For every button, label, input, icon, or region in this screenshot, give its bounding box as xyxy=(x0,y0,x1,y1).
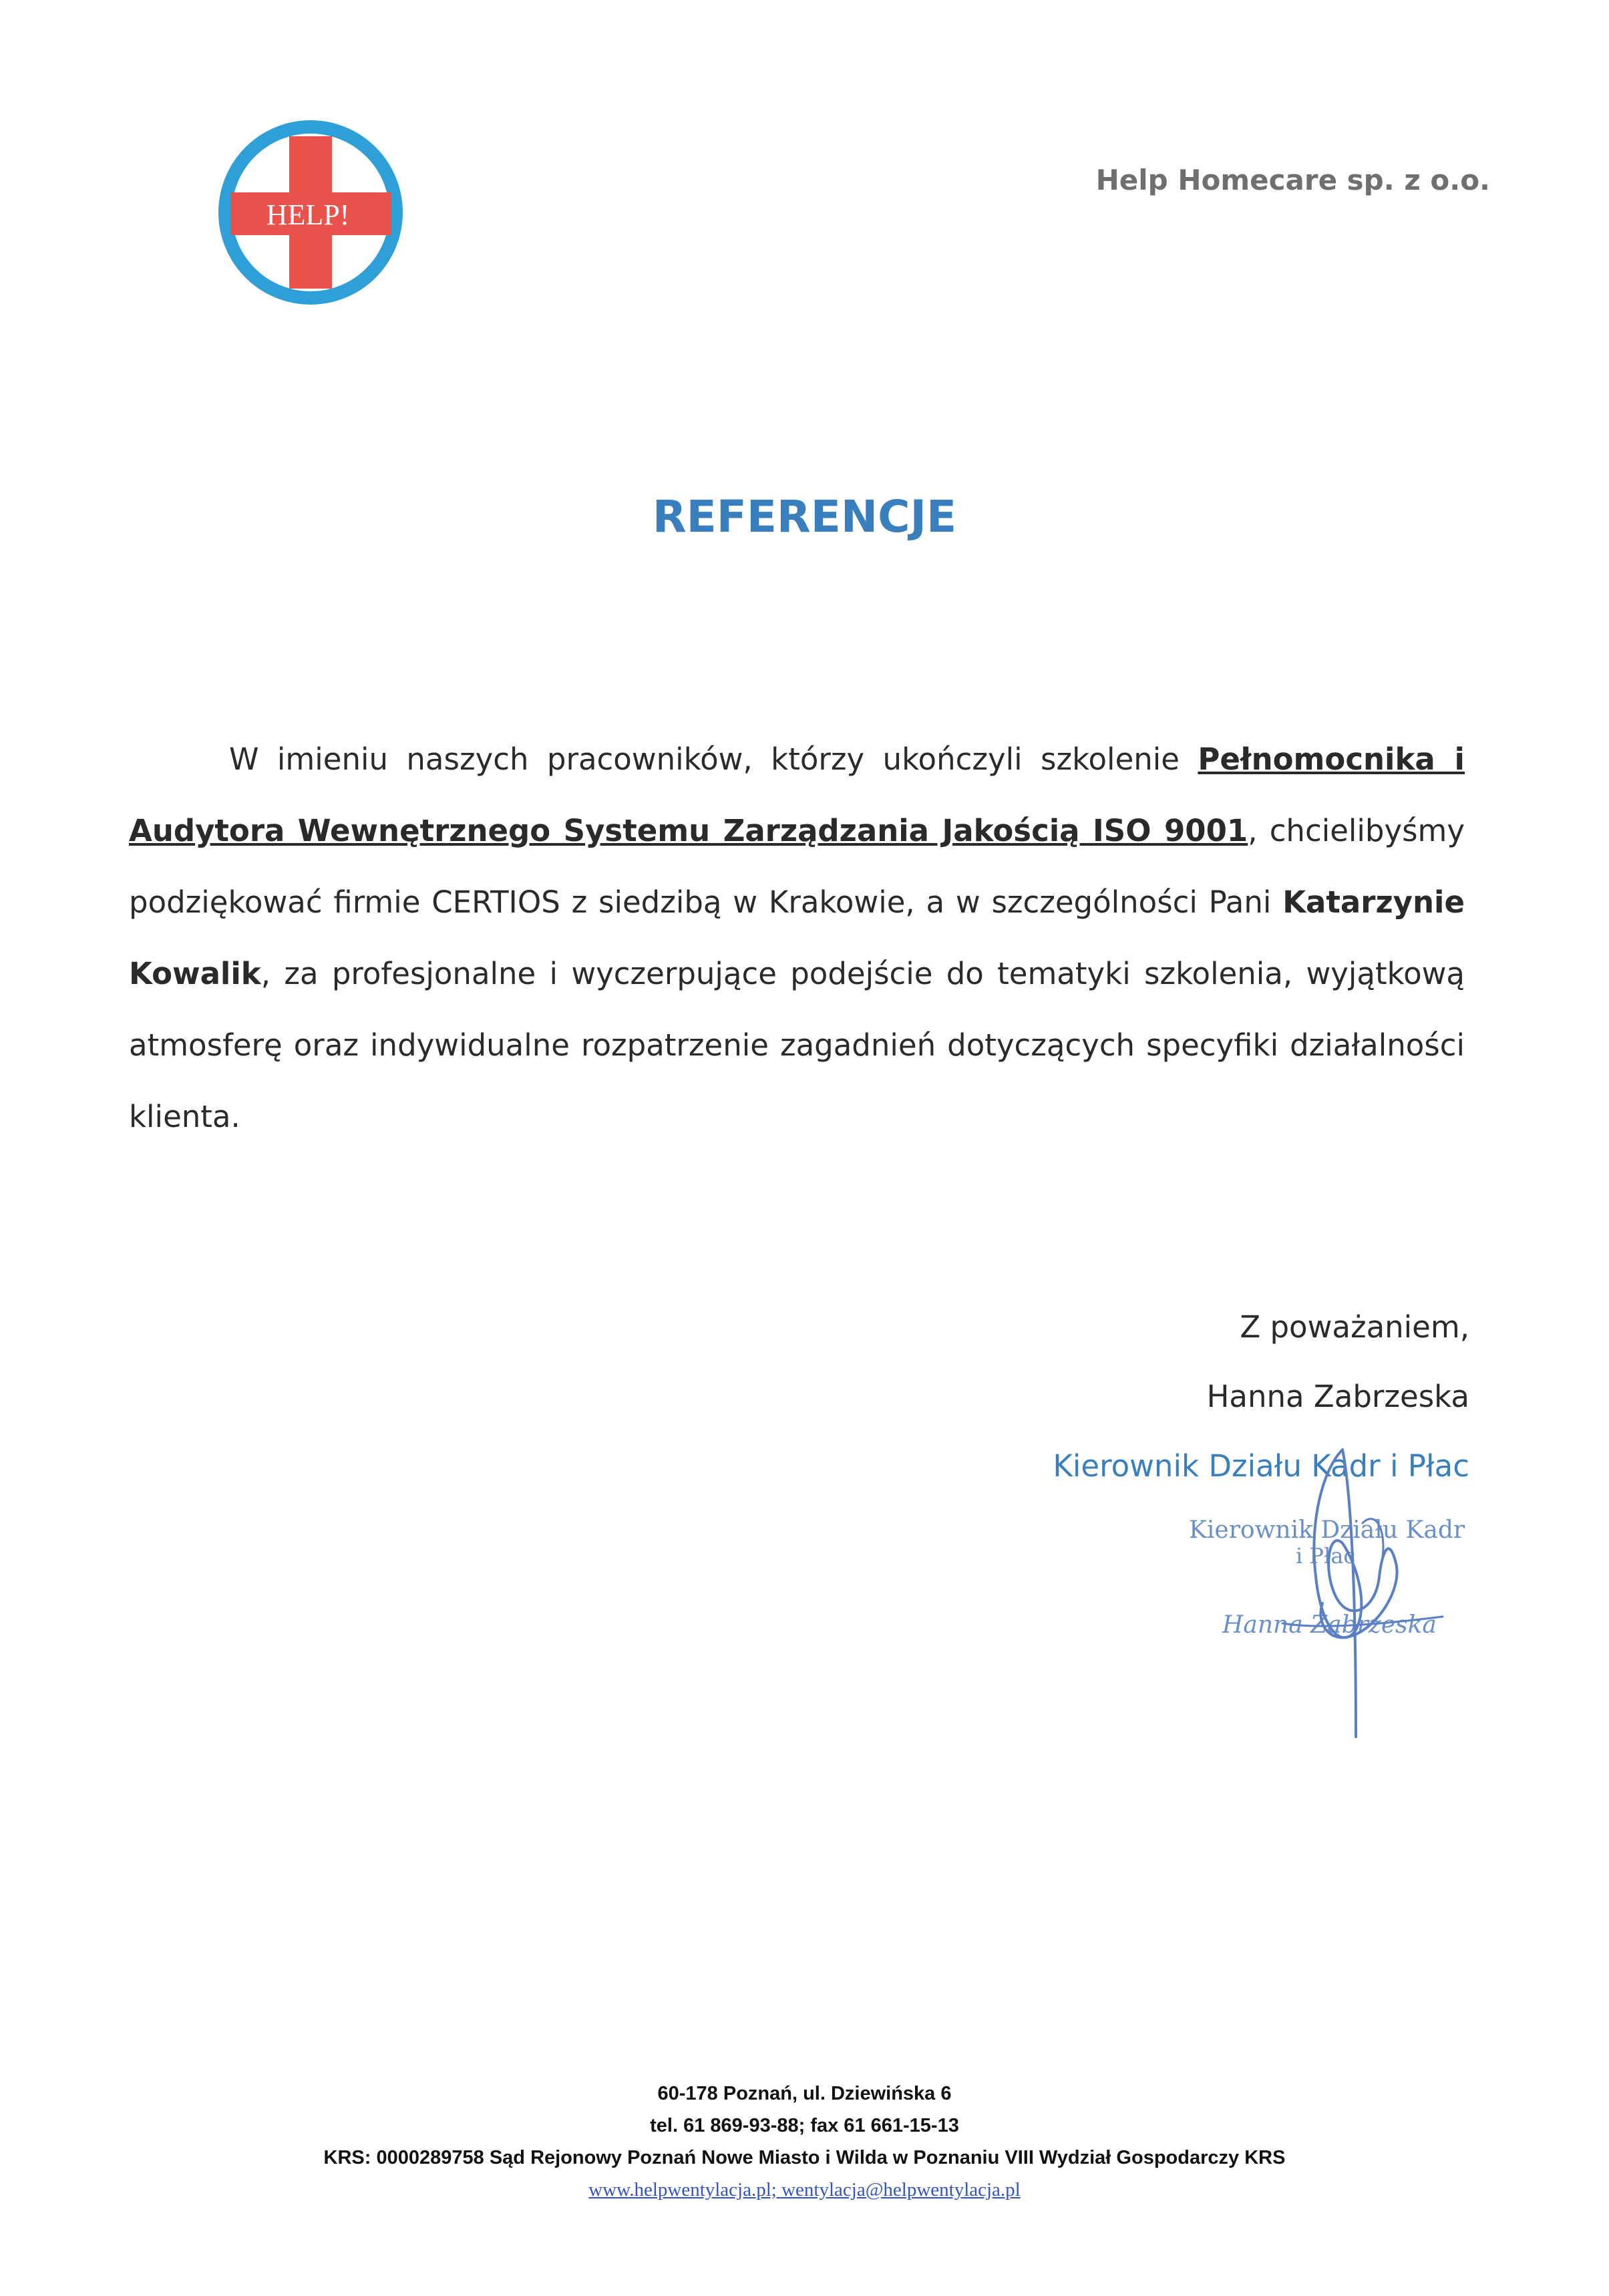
body-end: , za profesjonalne i wyczerpujące podejście do tematyki szkolenia, wyjątkową atmosferę oraz indywidualne rozpatrzenie zagadnień dotyczących specyfiki działalności klienta. xyxy=(129,956,1465,1134)
signatory-role: Kierownik Działu Kadr i Płac xyxy=(1053,1448,1469,1484)
signatory-name: Hanna Zabrzeska xyxy=(1206,1379,1469,1414)
footer-web-link[interactable]: www.helpwentylacja.pl; wentylacja@helpwentylacja.pl xyxy=(588,2179,1021,2200)
document-title: REFERENCJE xyxy=(652,491,957,542)
course-name: Pełnomocnika i Audytora Wewnętrznego Systemu Zarządzania Jakością ISO 9001 xyxy=(129,742,1465,848)
person-name: Katarzynie Kowalik xyxy=(129,884,1465,991)
stamp-line-name: Hanna Zabrzeska xyxy=(1222,1611,1437,1639)
stamp-line-role: Kierownik Działu Kadr xyxy=(1189,1516,1465,1544)
footer-phone: tel. 61 869-93-88; fax 61 661-15-13 xyxy=(650,2115,959,2136)
company-name: Help Homecare sp. z o.o. xyxy=(1095,164,1490,196)
footer xyxy=(0,2078,1609,2206)
stamp-line-dept: i Płac xyxy=(1296,1543,1356,1569)
footer-krs: KRS: 0000289758 Sąd Rejonowy Poznań Nowe Miasto i Wilda w Poznaniu VIII Wydział Gospodarczy KRS xyxy=(323,2147,1286,2168)
body-intro: W imieniu naszych pracowników, którzy ukończyli szkolenie xyxy=(229,742,1198,777)
reference-body xyxy=(129,723,1465,1152)
footer-address: 60-178 Poznań, ul. Dziewińska 6 xyxy=(657,2083,952,2104)
handwritten-signature xyxy=(1242,1430,1456,1750)
closing-greeting: Z poważaniem, xyxy=(1240,1309,1469,1345)
svg-text:HELP!: HELP! xyxy=(266,198,350,231)
help-logo xyxy=(204,119,417,306)
body-middle: , chcielibyśmy podziękować firmie CERTIOS z siedzibą w Krakowie, a w szczególności Pani xyxy=(129,813,1465,920)
